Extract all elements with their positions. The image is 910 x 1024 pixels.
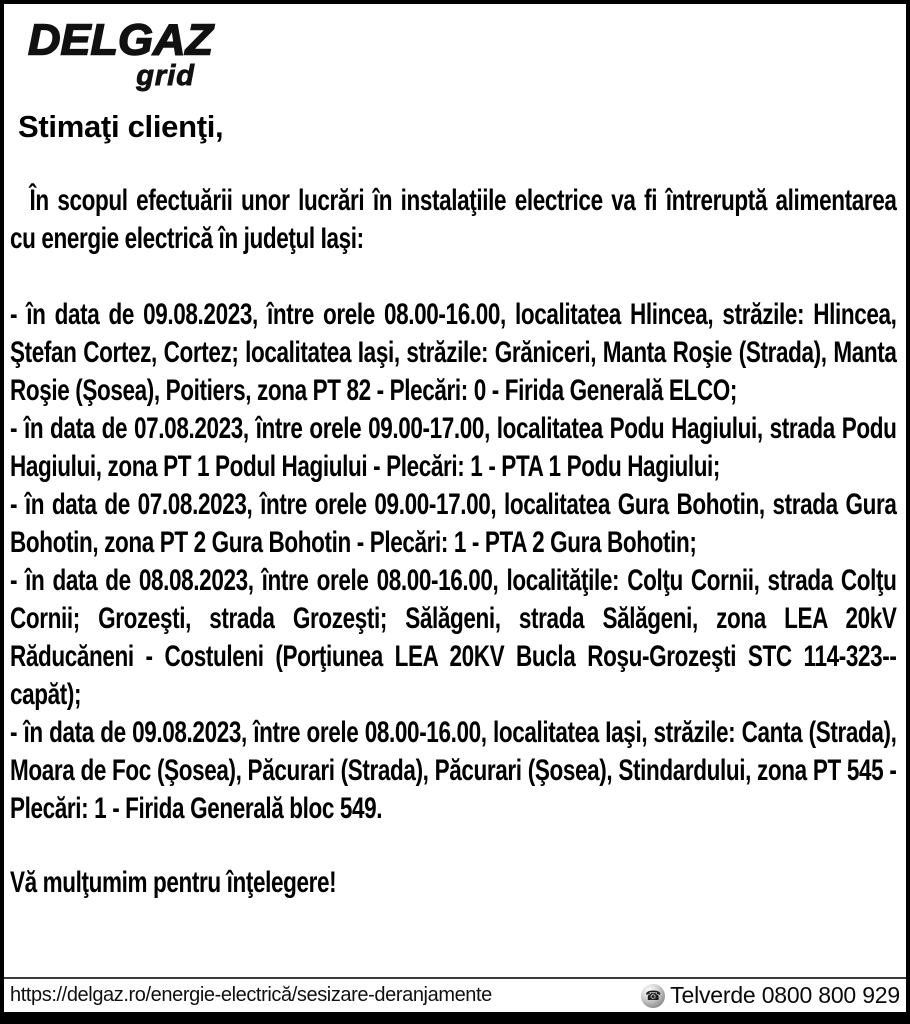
- outage-item: - în data de 09.08.2023, între orele 08.00-16.00, localitatea Hlincea, străzile: Hlincea, Ştefan Cortez, Cortez; localitatea Iaşi, străzile: Grăniceri, Manta Roşie (Strada), Manta Roşie (Şosea), Poitiers, zona PT 82 - Plecări: 0 - Firida Generală ELCO;: [10, 298, 897, 407]
- intro-paragraph: În scopul efectuării unor lucrări în instalaţiile electrice va fi întreruptă alimentarea cu energie electrică în judeţul Iaşi:: [10, 184, 897, 255]
- outage-item: - în data de 08.08.2023, între orele 08.00-16.00, localităţile: Colţu Cornii, strada Colţu Cornii; Grozeşti, strada Grozeşti; Sălăgeni, strada Sălăgeni, zona LEA 20kV Răducăneni - Costuleni (Porţiunea LEA 20KV Bucla Roşu-Grozeşti STC 114-323--capăt);: [10, 564, 897, 711]
- footer-bar: [4, 977, 906, 1012]
- footer-url: https://delgaz.ro/energie-electrică/sesizare-deranjamente: [10, 984, 492, 1006]
- greeting-line: Stimaţi clienţi,: [18, 109, 224, 144]
- closing-line: Vă mulţumim pentru înţelegere!: [10, 866, 337, 899]
- outage-list: [10, 296, 897, 828]
- outage-item: - în data de 07.08.2023, între orele 09.00-17.00, localitatea Podu Hagiului, strada Podu Hagiului, zona PT 1 Podul Hagiului - Plecări: 1 - PTA 1 Podu Hagiului;: [10, 412, 897, 483]
- outage-item: - în data de 07.08.2023, între orele 09.00-17.00, localitatea Gura Bohotin, strada Gura Bohotin, zona PT 2 Gura Bohotin - Plecări: 1 - PTA 2 Gura Bohotin;: [10, 488, 897, 559]
- outage-item: - în data de 09.08.2023, între orele 08.00-16.00, localitatea Iaşi, străzile: Canta (Strada), Moara de Foc (Şosea), Păcurari (Strada), Păcurari (Şosea), Stindardului, zona PT 545 - Plecări: 1 - Firida Generală bloc 549.: [10, 716, 897, 825]
- telverde-label: Telverde 0800 800 929: [670, 982, 900, 1008]
- telverde-contact: [641, 982, 900, 1009]
- delgaz-wordmark: DELGAZ: [28, 15, 213, 65]
- grid-wordmark: grid: [136, 60, 195, 92]
- telephone-icon: ☎: [641, 984, 665, 1008]
- delgaz-grid-logo: [28, 15, 213, 92]
- notice-body: [4, 182, 897, 902]
